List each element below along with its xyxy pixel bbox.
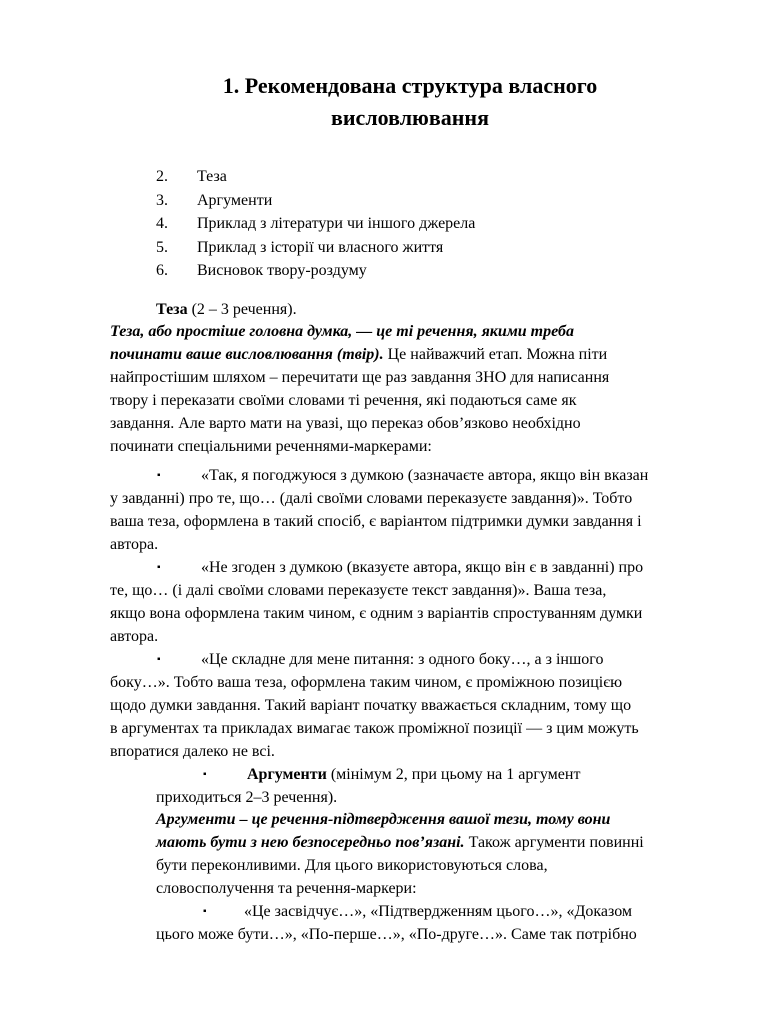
teza-heading-bold: Теза	[156, 301, 188, 318]
bullet-icon: ▪	[157, 654, 161, 665]
bullet-1-line-4: автора.	[110, 536, 159, 553]
bullet-2-line-2: те, що… (і далі своїми словами переказуєте текст завдання)». Ваша теза,	[110, 582, 607, 599]
bullet-3-line-2: боку…». Тобто ваша теза, оформлена таким чином, є проміжною позицією	[110, 674, 623, 691]
bullet-4-line-1: «Це засвідчує…», «Підтвердженням цього…», «Доказом	[244, 903, 633, 920]
arg-line-6: словосполучення та речення-маркери:	[156, 880, 417, 897]
bullet-icon: ▪	[157, 562, 161, 573]
list-item	[156, 165, 676, 189]
arg-definition-rest: Також аргументи повинні	[464, 834, 644, 851]
arg-heading-bold: Аргументи	[247, 766, 327, 783]
teza-definition-rest: Це найважчий етап. Можна піти	[383, 346, 608, 363]
list-item-text: Приклад з історії чи власного життя	[197, 238, 444, 256]
bullet-icon: ▪	[157, 470, 161, 481]
bullet-3-line-5: впоратися далеко не всі.	[110, 743, 275, 760]
bullet-3-line-3: щодо думки завдання. Такий варіант початку вважається складним, тому що	[110, 697, 632, 714]
bullet-2-line-1: «Не згоден з думкою (вказуєте автора, якщо він є в завданні) про	[201, 559, 644, 576]
teza-text-line-4: твору і переказати своїми словами ті речення, які подаються саме як	[110, 392, 577, 409]
bullet-1-line-3: ваша теза, оформлена в такий спосіб, є варіантом підтримки думки завдання і	[110, 513, 642, 530]
bullet-icon: ▪	[203, 769, 207, 780]
arg-definition-emphasis: мають бути з нею безпосередньо пов’язані.	[156, 834, 465, 851]
bullet-3-line-1: «Це складне для мене питання: з одного боку…, а з іншого	[201, 651, 604, 668]
list-item-number: 3.	[156, 191, 168, 209]
list-item	[156, 212, 676, 236]
bullet-icon: ▪	[203, 906, 207, 917]
bullet-3-line-4: в аргументах та прикладах вимагає також проміжної позиції — з цим можуть	[110, 720, 639, 737]
bullet-1-line-1: «Так, я погоджуюся з думкою (зазначаєте автора, якщо він вказан	[201, 467, 649, 484]
list-item	[156, 236, 676, 260]
bullet-2-line-3: якщо вона оформлена таким чином, є одним з варіантів спростуванням думки	[110, 605, 643, 622]
teza-heading-rest: (2 – 3 речення).	[187, 301, 297, 318]
bullet-1-line-2: у завданні) про те, що… (далі своїми словами переказуєте завдання)». Тобто	[110, 490, 633, 507]
list-item-text: Приклад з літератури чи іншого джерела	[197, 215, 476, 232]
teza-definition-line-2	[110, 344, 607, 366]
bullet-4-line-2: цього може бути…», «По-перше…», «По-друге…». Саме так потрібно	[156, 926, 637, 943]
teza-text-line-3: найпростішим шляхом – перечитати ще раз завдання ЗНО для написання	[110, 369, 610, 386]
list-item-number: 5.	[156, 238, 168, 256]
list-item-text: Висновок твору-роздуму	[197, 262, 367, 279]
teza-text-line-6: починати спеціальними реченнями-маркерами:	[110, 438, 432, 455]
arg-heading	[247, 764, 580, 786]
list-item	[156, 259, 676, 283]
teza-definition-emphasis: починати ваше висловлювання (твір).	[110, 346, 384, 363]
list-item-number: 2.	[156, 168, 168, 185]
page-title-line-1: 1. Рекомендована структура власного	[222, 73, 598, 98]
bullet-2-line-4: автора.	[110, 628, 159, 645]
arg-line-2: приходиться 2–3 речення).	[156, 789, 338, 806]
arg-heading-rest: (мінімум 2, при цьому на 1 аргумент	[326, 766, 581, 783]
page-title-line-2: висловлювання	[331, 105, 489, 130]
structure-list	[156, 165, 676, 283]
list-item	[156, 189, 676, 213]
teza-heading	[156, 299, 297, 321]
teza-definition-line-1: Теза, або простіше головна думка, — це ті речення, якими треба	[110, 323, 574, 340]
arg-definition-line-2	[156, 832, 644, 854]
list-item-text: Аргументи	[197, 191, 273, 209]
list-item-number: 4.	[156, 215, 168, 232]
teza-text-line-5: завдання. Але варто мати на увазі, що переказ обов’язково необхідно	[110, 415, 581, 432]
list-item-number: 6.	[156, 262, 168, 279]
arg-line-5: бути переконливими. Для цього використовуються слова,	[156, 857, 548, 874]
list-item-text: Теза	[197, 168, 227, 185]
arg-definition-line-1: Аргументи – це речення-підтвердження вашої тези, тому вони	[156, 811, 611, 828]
